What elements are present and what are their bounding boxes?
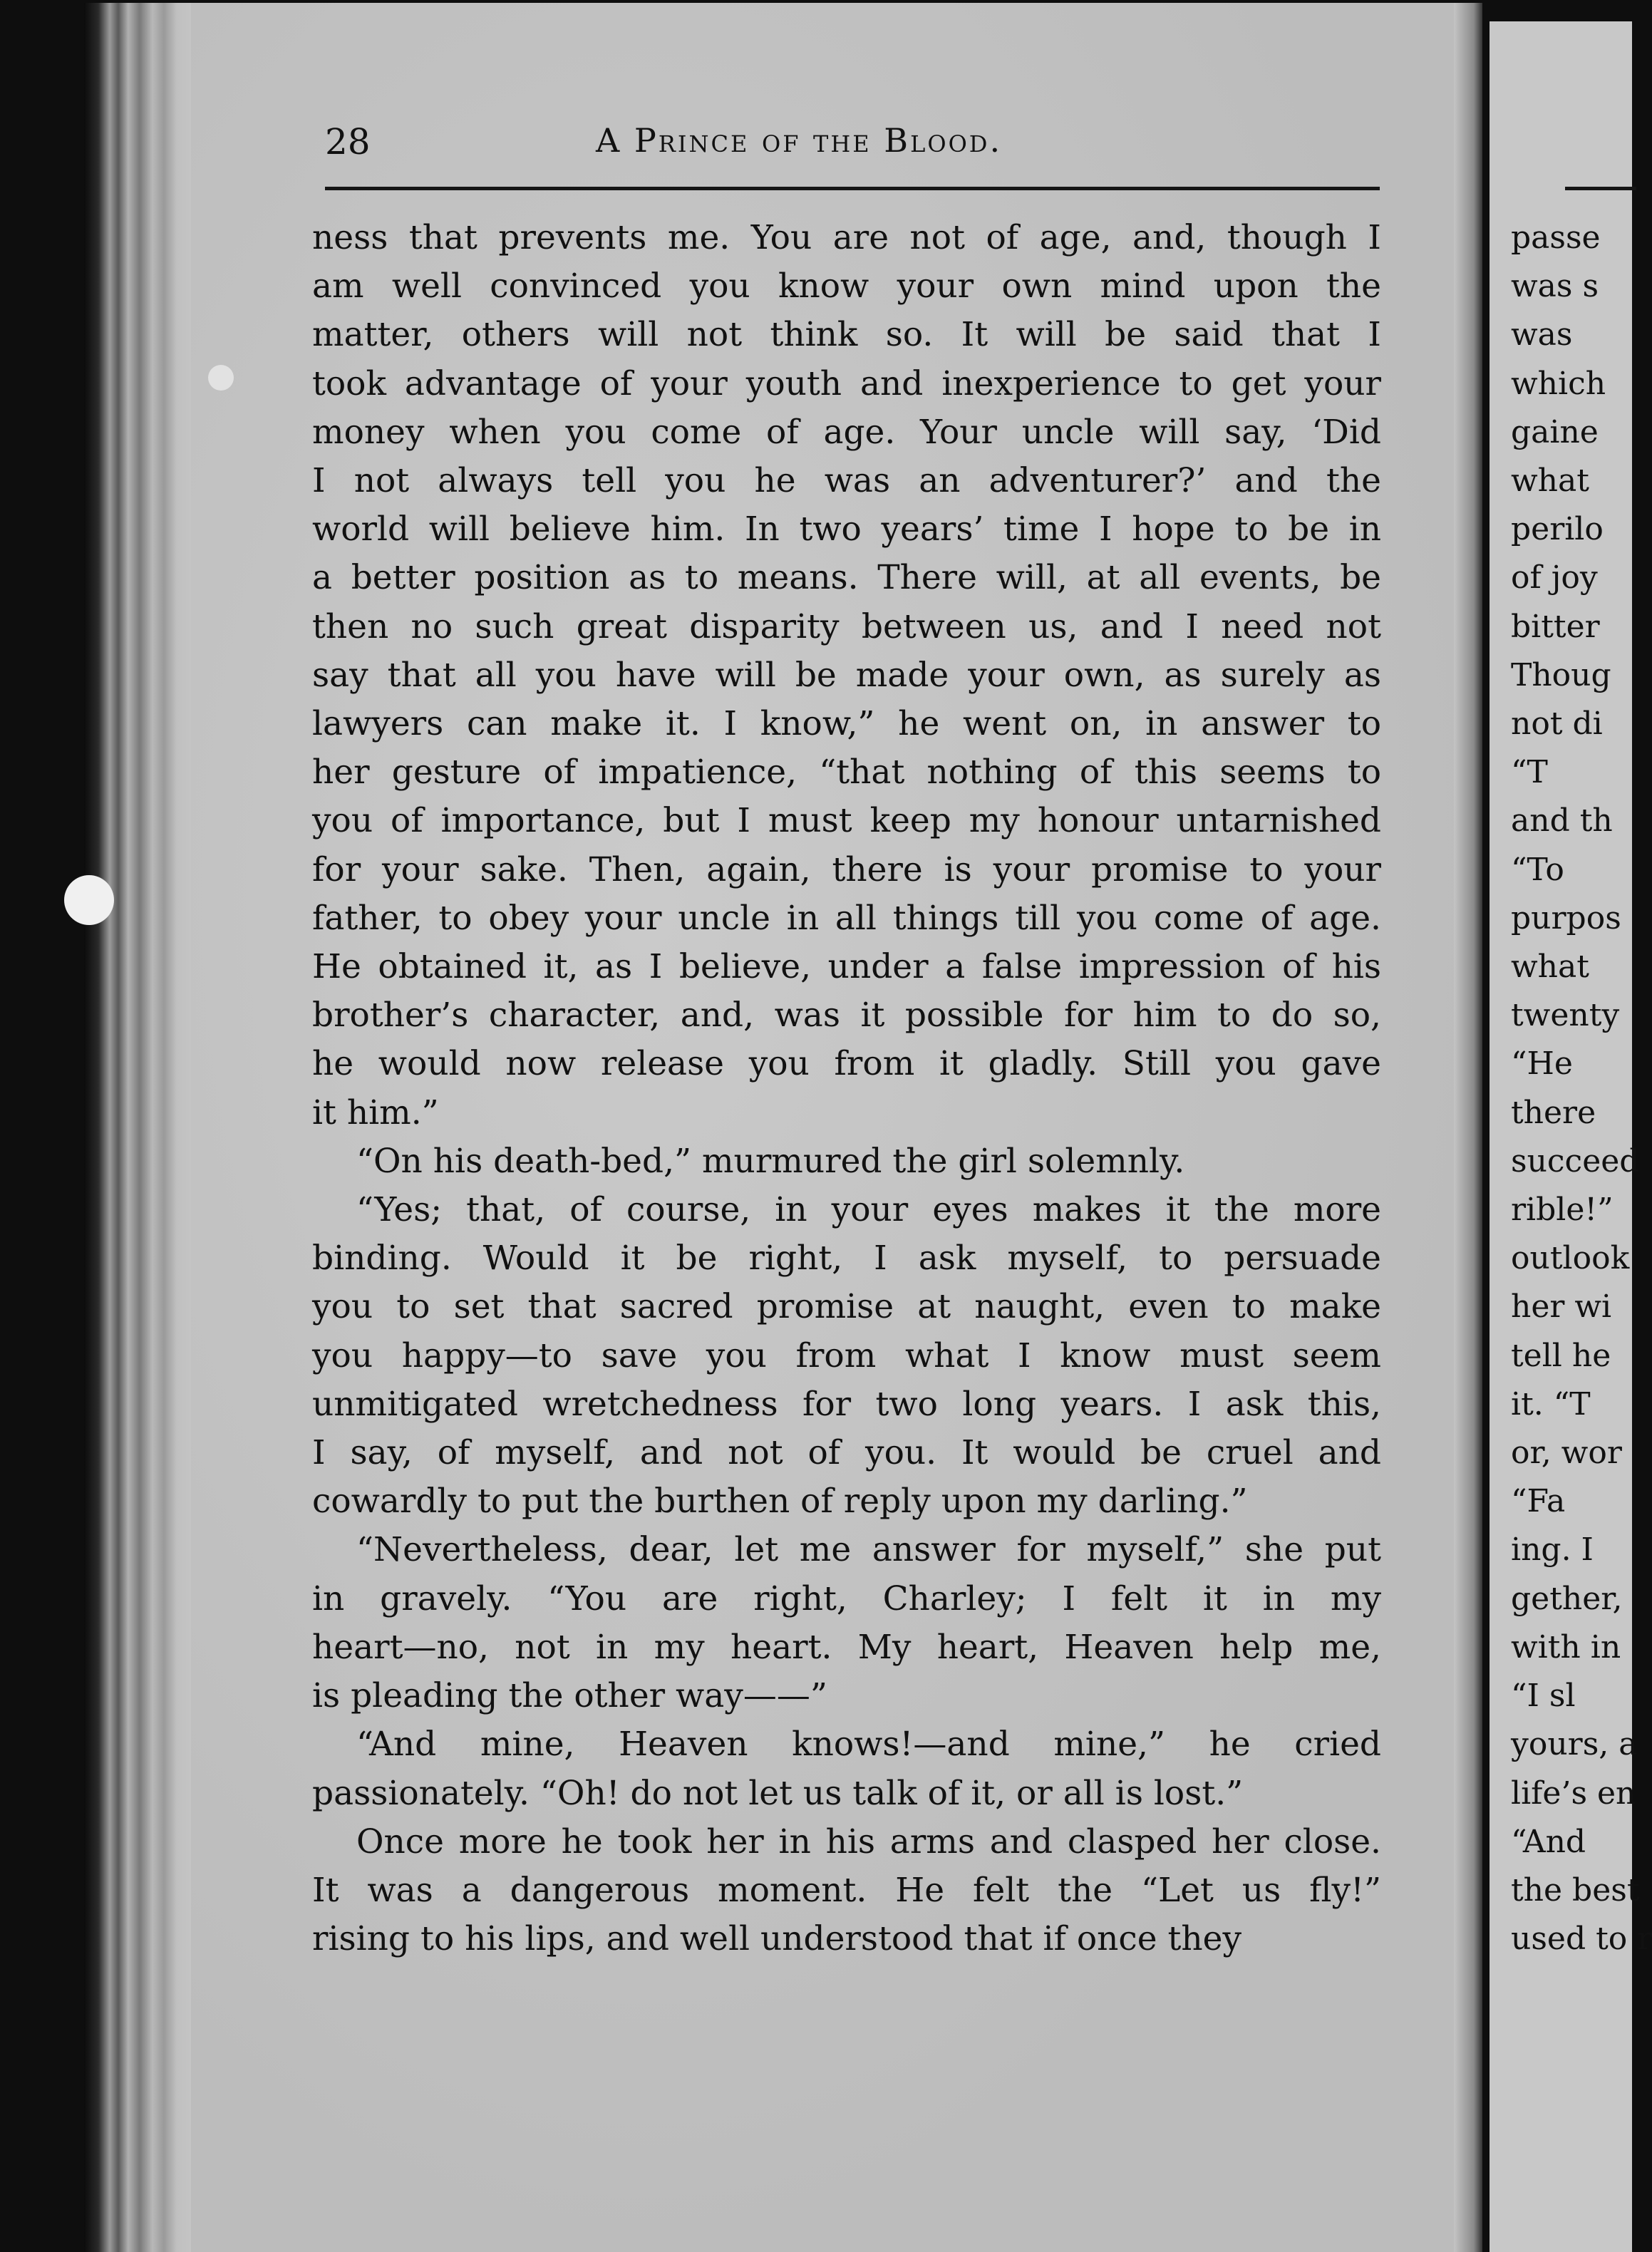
text-line: then no such great disparity between us, and I need not: [312, 606, 1381, 646]
text-line: brother’s character, and, was it possible for him to do so,: [312, 996, 1381, 1035]
text-line: for your sake. Then, again, there is your promise to your: [312, 849, 1381, 889]
page-title: A Prince of the Blood.: [596, 121, 1003, 160]
text-line: is pleading the other way——”: [312, 1676, 827, 1716]
text-line: Once more he took her in his arms and clasped her close.: [356, 1822, 1381, 1861]
text-line: a better position as to means. There will, at all events, be: [312, 558, 1381, 598]
right-page-line: life’s en: [1511, 1775, 1636, 1812]
text-line: I not always tell you he was an adventurer?’ and the: [312, 461, 1381, 501]
paper-blemish: [208, 365, 234, 391]
text-line: ness that prevents me. You are not of age, and, though I: [312, 218, 1381, 257]
right-page-line: ing. I: [1511, 1532, 1594, 1569]
text-line: took advantage of your youth and inexperience to get your: [312, 363, 1381, 403]
right-page-text: [1511, 214, 1652, 1963]
right-page-line: perilo: [1511, 511, 1604, 548]
right-page-line: with in: [1511, 1628, 1621, 1665]
text-line: it him.”: [312, 1093, 439, 1132]
text-line: father, to obey your uncle in all things till you come of age.: [312, 898, 1381, 938]
gutter-shadow: [1454, 3, 1482, 2252]
right-page-line: and th: [1511, 802, 1613, 840]
text-line: say that all you have will be made your own, as surely as: [312, 655, 1381, 695]
right-page-line: twenty: [1511, 997, 1620, 1034]
right-page-line: passe: [1511, 219, 1601, 256]
body-text: [312, 214, 1381, 1963]
text-line: passionately. “Oh! do not let us talk of it, or all is lost.”: [312, 1773, 1244, 1813]
text-line: “Nevertheless, dear, let me answer for myself,” she put: [356, 1530, 1381, 1570]
text-line: matter, others will not think so. It will be said that I: [312, 315, 1381, 355]
right-page-line: was s: [1511, 268, 1599, 305]
text-line: money when you come of age. Your uncle will say, ‘Did: [312, 412, 1381, 452]
text-line: cowardly to put the burthen of reply upon my darling.”: [312, 1482, 1248, 1522]
right-page-line: tell he: [1511, 1337, 1611, 1374]
right-page-line: gether,: [1511, 1580, 1623, 1617]
right-page-line: gaine: [1511, 413, 1599, 450]
right-page-line: which: [1511, 365, 1606, 402]
text-line: binding. Would it be right, I ask myself, to persuade: [312, 1239, 1381, 1279]
right-page-line: “I sl: [1511, 1678, 1576, 1715]
text-line: unmitigated wretchedness for two long years. I ask this,: [312, 1384, 1381, 1424]
right-page-line: not di: [1511, 706, 1603, 743]
paper-blemish: [64, 875, 114, 925]
text-line: “Yes; that, of course, in your eyes makes it the more: [356, 1190, 1381, 1230]
right-page-line: it. “T: [1511, 1385, 1591, 1422]
right-page-line: there: [1511, 1094, 1596, 1131]
right-page-line: outlook: [1511, 1240, 1630, 1277]
right-page-line: was: [1511, 316, 1573, 353]
book-binding-edge: [84, 3, 191, 2252]
right-page-line: of joy: [1511, 559, 1598, 596]
header-rule: [325, 187, 1380, 190]
running-head: [325, 114, 1373, 178]
right-page-line: the best: [1511, 1871, 1640, 1908]
text-line: am well convinced you know your own mind upon the: [312, 267, 1381, 306]
right-page-line: “T: [1511, 754, 1548, 791]
right-page-line: succeed: [1511, 1142, 1640, 1179]
right-page-line: “And: [1511, 1823, 1586, 1860]
text-line: he would now release you from it gladly. Still you gave: [312, 1044, 1381, 1084]
text-line: “On his death-bed,” murmured the girl solemnly.: [356, 1141, 1185, 1181]
right-page-line: what: [1511, 949, 1589, 986]
right-page-line: Thoug: [1511, 656, 1611, 693]
text-line: He obtained it, as I believe, under a false impression of his: [312, 947, 1381, 987]
text-line: I say, of myself, and not of you. It would be cruel and: [312, 1433, 1381, 1473]
text-line: you to set that sacred promise at naught, even to make: [312, 1287, 1381, 1327]
right-page-line: rible!”: [1511, 1192, 1614, 1229]
right-page-line: purpos: [1511, 899, 1621, 936]
text-line: heart—no, not in my heart. My heart, Heaven help me,: [312, 1627, 1381, 1667]
right-page-line: yours, a: [1511, 1726, 1638, 1763]
right-page-line: “To: [1511, 851, 1564, 888]
text-line: rising to his lips, and well understood that if once they: [312, 1919, 1242, 1959]
right-page-line: “Fa: [1511, 1483, 1566, 1520]
text-line: you happy—to save you from what I know must seem: [312, 1336, 1381, 1375]
right-page-line: what: [1511, 463, 1589, 500]
right-page-line: bitter: [1511, 608, 1600, 645]
text-line: lawyers can make it. I know,” he went on, in answer to: [312, 704, 1381, 744]
text-line: world will believe him. In two years’ time I hope to be in: [312, 510, 1381, 549]
text-line: in gravely. “You are right, Charley; I felt it in my: [312, 1579, 1381, 1618]
page-number: 28: [325, 121, 371, 162]
right-page-line: her wi: [1511, 1288, 1612, 1326]
right-header-rule: [1565, 187, 1636, 190]
text-line: “And mine, Heaven knows!—and mine,” he cried: [356, 1725, 1381, 1765]
right-page-line: or, wor: [1511, 1435, 1622, 1472]
text-line: her gesture of impatience, “that nothing of this seems to: [312, 753, 1381, 792]
text-line: It was a dangerous moment. He felt the “Let us fly!”: [312, 1870, 1381, 1910]
right-page-line: “He: [1511, 1045, 1573, 1083]
text-line: you of importance, but I must keep my honour untarnished: [312, 801, 1381, 841]
right-page-line: used to r: [1511, 1921, 1652, 1958]
